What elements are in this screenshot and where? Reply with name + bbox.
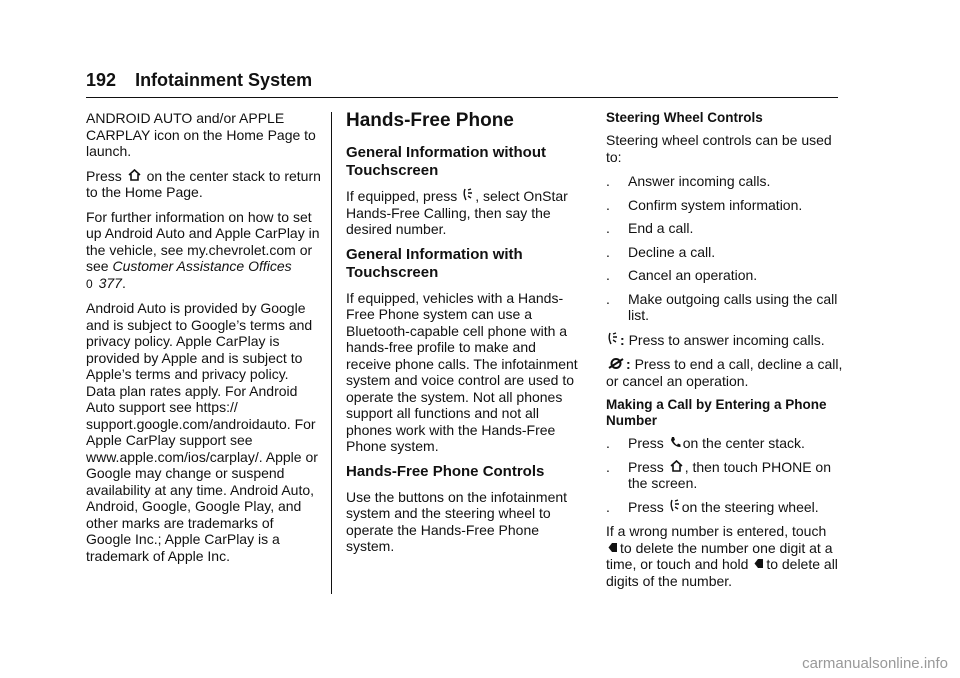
voice-phone-icon (463, 188, 473, 203)
home-icon (128, 169, 141, 183)
column-divider (331, 112, 332, 594)
steps-list (606, 435, 846, 515)
list-item: . End a call. (606, 220, 694, 236)
list-item: . Press , then touch PHONE on the screen. (606, 458, 831, 491)
hang-up-icon (608, 357, 624, 371)
watermark: carmanualsonline.info (802, 655, 948, 672)
paragraph-wrong-number: If a wrong number is entered, touch to delete the number one digit at a time, or touch and hold to delete all digits of the number. (606, 523, 838, 589)
backspace-icon (754, 557, 764, 571)
heading-with-touchscreen: General Information with Touchscreen (346, 245, 523, 281)
heading-controls: Hands-Free Phone Controls (346, 462, 545, 480)
paragraph-with-touchscreen: If equipped, vehicles with a Hands-Free Phone system can use a Bluetooth-capable cell phone with a hands-free profile to make and receive phone calls. The infotainment system and voice control are used to operate the system. Not all phones support all functions and not all phones work with the Hands-Free Phone system. (346, 289, 578, 454)
page-ref-number[interactable]: 377 (98, 274, 122, 291)
paragraph-controls: Use the buttons on the infotainment system and the steering wheel to operate the Hands-Free Phone system. (346, 488, 568, 554)
section-heading: Hands-Free Phone (346, 110, 514, 131)
heading-steering-wheel-controls: Steering Wheel Controls (606, 110, 763, 125)
customer-assistance-link[interactable]: Customer Assistance Offices (112, 258, 292, 274)
list-item: . Press on the center stack. (606, 435, 805, 451)
section-title: Infotainment System (135, 70, 313, 90)
phone-icon (670, 436, 681, 450)
list-item: . Press on the steering wheel. (606, 498, 819, 515)
list-item: . Answer incoming calls. (606, 173, 771, 189)
column-left (86, 110, 322, 572)
header-divider (86, 97, 838, 98)
heading-making-call: Making a Call by Entering a Phone Number (606, 397, 827, 428)
list-item: . Decline a call. (606, 243, 716, 260)
home-icon (670, 460, 683, 474)
list-item: . Make outgoing calls using the call list. (606, 290, 838, 323)
paragraph-answer-button: : Press to answer incoming calls. (606, 332, 846, 349)
paragraph-trademarks: Android Auto is provided by Google and is subject to Google’s terms and privacy policy. Apple CarPlay is provided by Apple and is subject to Apple’s terms and privacy policy. Data plan rates apply. For Android Auto support see https:// support.google.com/androidauto. For Apple CarPlay support see www.apple.com/ios/carplay/. Apple or Google may change or suspend availability at any time. Android Auto, Android, Google, Google Play, and other marks are trademarks of Google Inc.; Apple CarPlay is a trademark of Apple Inc. (86, 300, 318, 564)
paragraph-without-touchscreen: If equipped, press , select OnStar Hands-Free Calling, then say the desired number. (346, 188, 568, 237)
list-item: . Confirm system information. (606, 196, 803, 213)
voice-phone-icon (670, 499, 680, 514)
paragraph-swc: Steering wheel controls can be used to: (606, 132, 832, 165)
paragraph-home: Press on the center stack to return to the Home Page. (86, 167, 321, 200)
backspace-icon (608, 541, 618, 555)
page-header (86, 70, 312, 91)
column-middle (346, 110, 581, 563)
page-number: 192 (86, 70, 117, 90)
paragraph-further-info: For further information on how to set up Android Auto and Apple CarPlay in the vehicle, see my.chevrolet.com or see Customer Assistance Offices 0 377. (86, 208, 320, 291)
voice-phone-icon (608, 332, 618, 347)
heading-without-touchscreen: General Information without Touchscreen (346, 144, 547, 179)
page-ref-icon: 0 (86, 276, 93, 291)
paragraph-end-button: : Press to end a call, decline a call, or cancel an operation. (606, 356, 843, 389)
paragraph-launch: ANDROID AUTO and/or APPLE CARPLAY icon on the Home Page to launch. (86, 110, 316, 159)
list-item: . Cancel an operation. (606, 267, 758, 283)
column-right (606, 110, 846, 597)
swc-bullet-list (606, 173, 846, 324)
